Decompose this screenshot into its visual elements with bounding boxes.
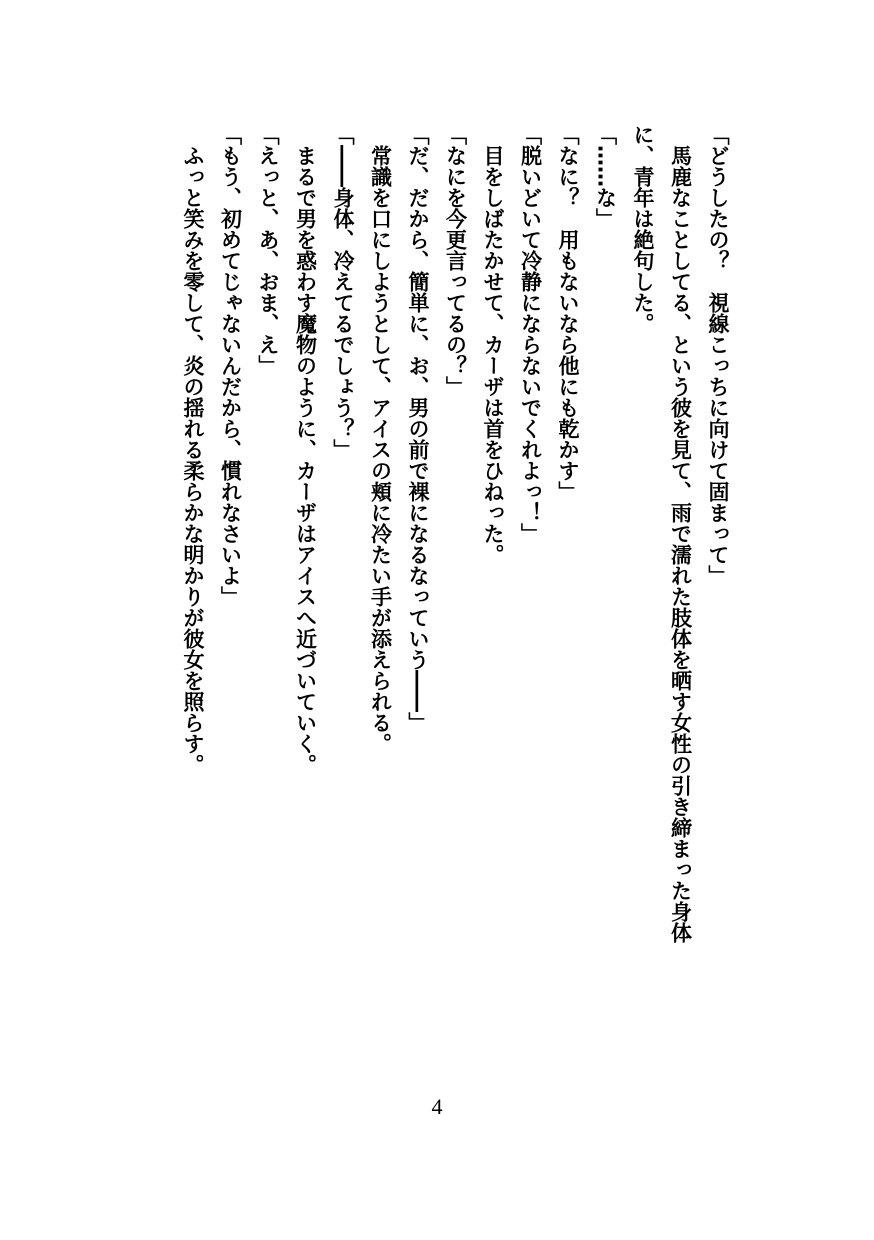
text-line: 「……な」: [593, 124, 618, 229]
text-line: まるで男を惑わす魔物のように、カーザはアイスへ近づいていく。: [293, 124, 318, 775]
text-line: 「――身体、冷えてるでしょう？」: [331, 124, 355, 460]
text-line: 「だ、だから、簡単に、お、男の前で裸になるなっていう――」: [406, 124, 430, 733]
text-line: 常識を口にしようとして、アイスの頬に冷たい手が添えられる。: [368, 124, 393, 754]
page-number: 4: [431, 1094, 443, 1119]
text-line: 馬鹿なことしてる、という彼を見て、雨で濡れた肢体を晒す女性の引き締まった身体: [668, 124, 693, 943]
text-line: ふっと笑みを零して、炎の揺れる柔らかな明かりが彼女を照らす。: [181, 124, 205, 775]
text-line: に、青年は絶句した。: [631, 124, 655, 334]
text-line: 「えっと、あ、おま、え」: [256, 124, 280, 376]
text-line: 目をしばたかせて、カーザは首をひねった。: [481, 124, 505, 565]
text-line: 「もう、初めてじゃないんだから、慣れなさいよ」: [218, 124, 243, 607]
text-line: 「なにを今更言ってるの？」: [443, 124, 468, 397]
text-line: 「なに？ 用もないなら他にも乾かす」: [556, 124, 580, 502]
text-line: 「どうしたの？ 視線こっちに向けて固まって」: [706, 124, 730, 586]
vertical-text-body: [174, 124, 737, 1064]
text-line: 「脱いどいて冷静にならないでくれよっ！」: [518, 124, 543, 544]
